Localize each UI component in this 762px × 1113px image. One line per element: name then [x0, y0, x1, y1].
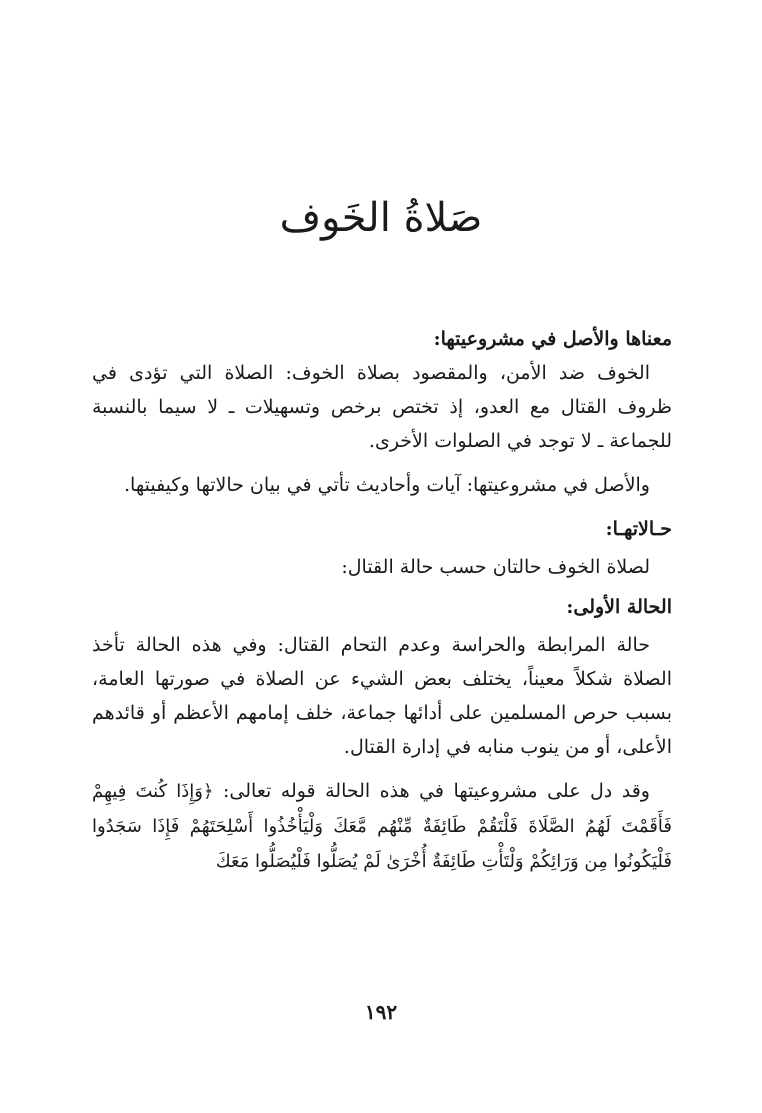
paragraph-cases-intro: لصلاة الخوف حالتان حسب حالة القتال:	[341, 556, 650, 578]
page-number: ١٩٢	[364, 1000, 398, 1024]
paragraph-first-case: حالة المرابطة والحراسة وعدم التحام القتال: وفي هذه الحالة تأخذ الصلاة شكلاً معيناً، يختلف بعض الشيء عن الصلاة في صورتها العامة، بسبب حرص المسلمين على أدائها جماعة، خلف إمامهم الأعظم أو قائدهم الأعلى، أو من ينوب منابه في إدارة القتال.	[92, 634, 672, 758]
paragraph-evidence	[92, 774, 672, 879]
section-heading-meaning: معناها والأصل في مشروعيتها:	[433, 328, 672, 350]
quran-verse: ﴿وَإِذَا كُنتَ فِيهِمْ فَأَقَمْتَ لَهُمُ الصَّلَاةَ فَلْتَقُمْ طَائِفَةٌ مِّنْهُم مَّعَكَ وَلْيَأْخُذُوا أَسْلِحَتَهُمْ فَإِذَا سَجَدُوا فَلْيَكُونُوا مِن وَرَائِكُمْ وَلْتَأْتِ طَائِفَةٌ أُخْرَىٰ لَمْ يُصَلُّوا فَلْيُصَلُّوا مَعَكَ	[92, 781, 672, 872]
evidence-intro-text: وقد دل على مشروعيتها في هذه الحالة قوله تعالى:	[223, 780, 650, 802]
paragraph-origin: والأصل في مشروعيتها: آيات وأحاديث تأتي في بيان حالاتها وكيفيتها.	[124, 474, 650, 496]
paragraph-meaning: الخوف ضد الأمن، والمقصود بصلاة الخوف: الصلاة التي تؤدى في ظروف القتال مع العدو، إذ تختص برخص وتسهيلات ـ لا سيما بالنسبة للجماعة ـ لا توجد في الصلوات الأخرى.	[92, 362, 672, 452]
chapter-title: صَلاةُ الخَوف	[279, 195, 483, 241]
page-body	[92, 322, 672, 879]
section-heading-cases: حـالاتهـا:	[605, 518, 672, 540]
section-heading-first-case: الحالة الأولى:	[566, 596, 672, 618]
